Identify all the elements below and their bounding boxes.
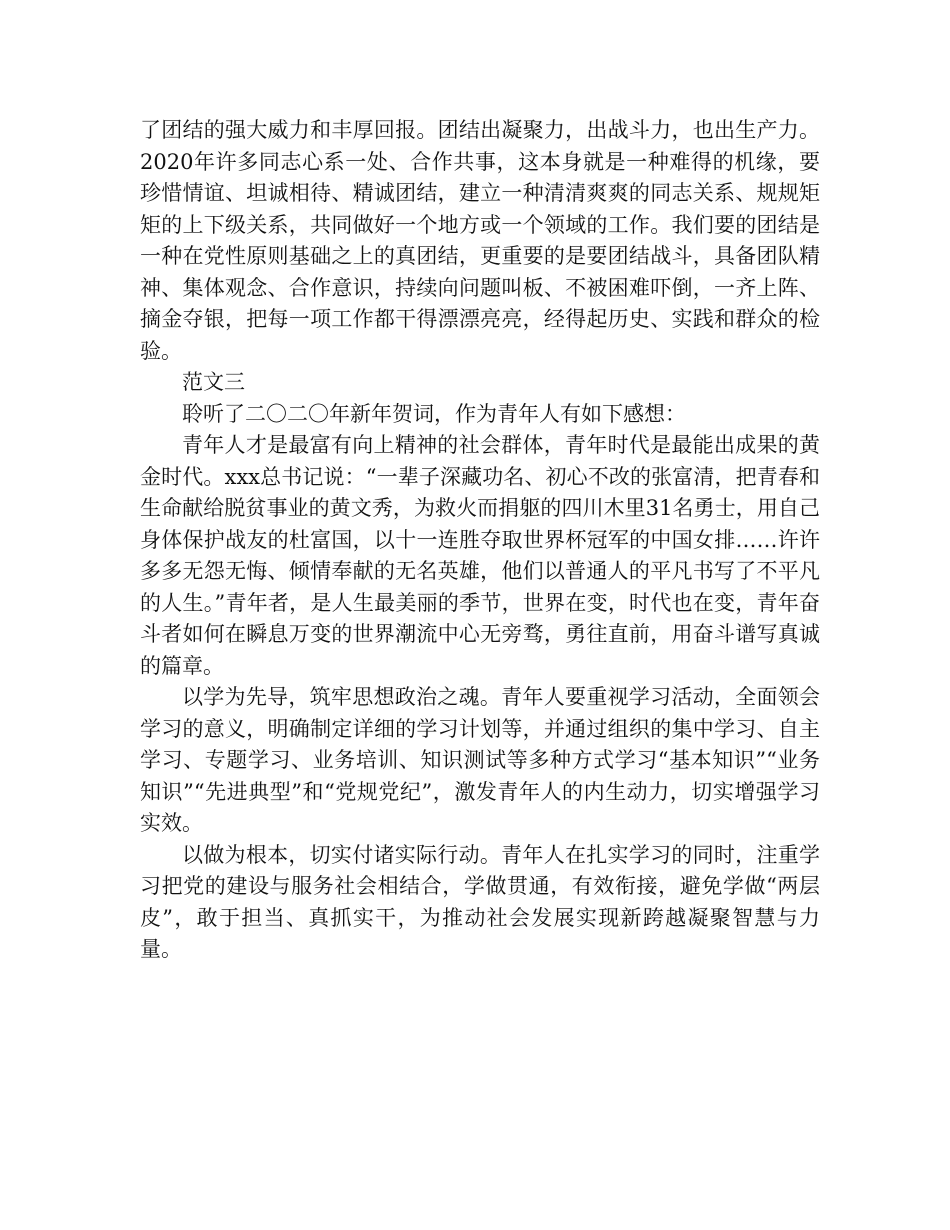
document-body [140,115,820,966]
paragraph-youth-heroes: 青年人才是最富有向上精神的社会群体，青年时代是最能出成果的黄金时代。xxx总书记说：“一辈子深藏功名、初心不改的张富清，把青春和生命献给脱贫事业的黄文秀，为救火而捐躯的四川木里31名勇士，用自己身体保护战友的杜富国，以十一连胜夺取世界杯冠军的中国女排……许许多多无怨无悔、倾情奉献的无名英雄，他们以普通人的平凡书写了不平凡的人生。”青年者，是人生最美丽的季节，世界在变，时代也在变，青年奋斗者如何在瞬息万变的世界潮流中心无旁骛，勇往直前，用奋斗谱写真诚的篇章。 [140,433,820,678]
paragraph-learning-first: 以学为先导，筑牢思想政治之魂。青年人要重视学习活动，全面领会学习的意义，明确制定详细的学习计划等，并通过组织的集中学习、自主学习、专题学习、业务培训、知识测试等多种方式学习“基本知识”“业务知识”“先进典型”和“党规党纪”，激发青年人的内生动力，切实增强学习实效。 [140,685,820,835]
paragraph-new-year-intro: 聆听了二〇二〇年新年贺词，作为青年人有如下感想： [182,401,686,426]
paragraph-unity-continued: 了团结的强大威力和丰厚回报。团结出凝聚力，出战斗力，也出生产力。2020年许多同志心系一处、合作共事，这本身就是一种难得的机缘，要珍惜情谊、坦诚相待、精诚团结，建立一种清清爽爽的同志关系、规规矩矩的上下级关系，共同做好一个地方或一个领域的工作。我们要的团结是一种在党性原则基础之上的真团结，更重要的是要团结战斗，具备团队精神、集体观念、合作意识，持续向问题叫板、不被困难吓倒，一齐上阵、摘金夺银，把每一项工作都干得漂漂亮亮，经得起历史、实践和群众的检验。 [140,118,820,363]
section-heading-sample-three: 范文三 [182,370,245,394]
paragraph-action-foundation: 以做为根本，切实付诸实际行动。青年人在扎实学习的同时，注重学习把党的建设与服务社会相结合，学做贯通，有效衔接，避免学做“两层皮”，敢于担当、真抓实干，为推动社会发展实现新跨越凝聚智慧与力量。 [140,842,820,961]
